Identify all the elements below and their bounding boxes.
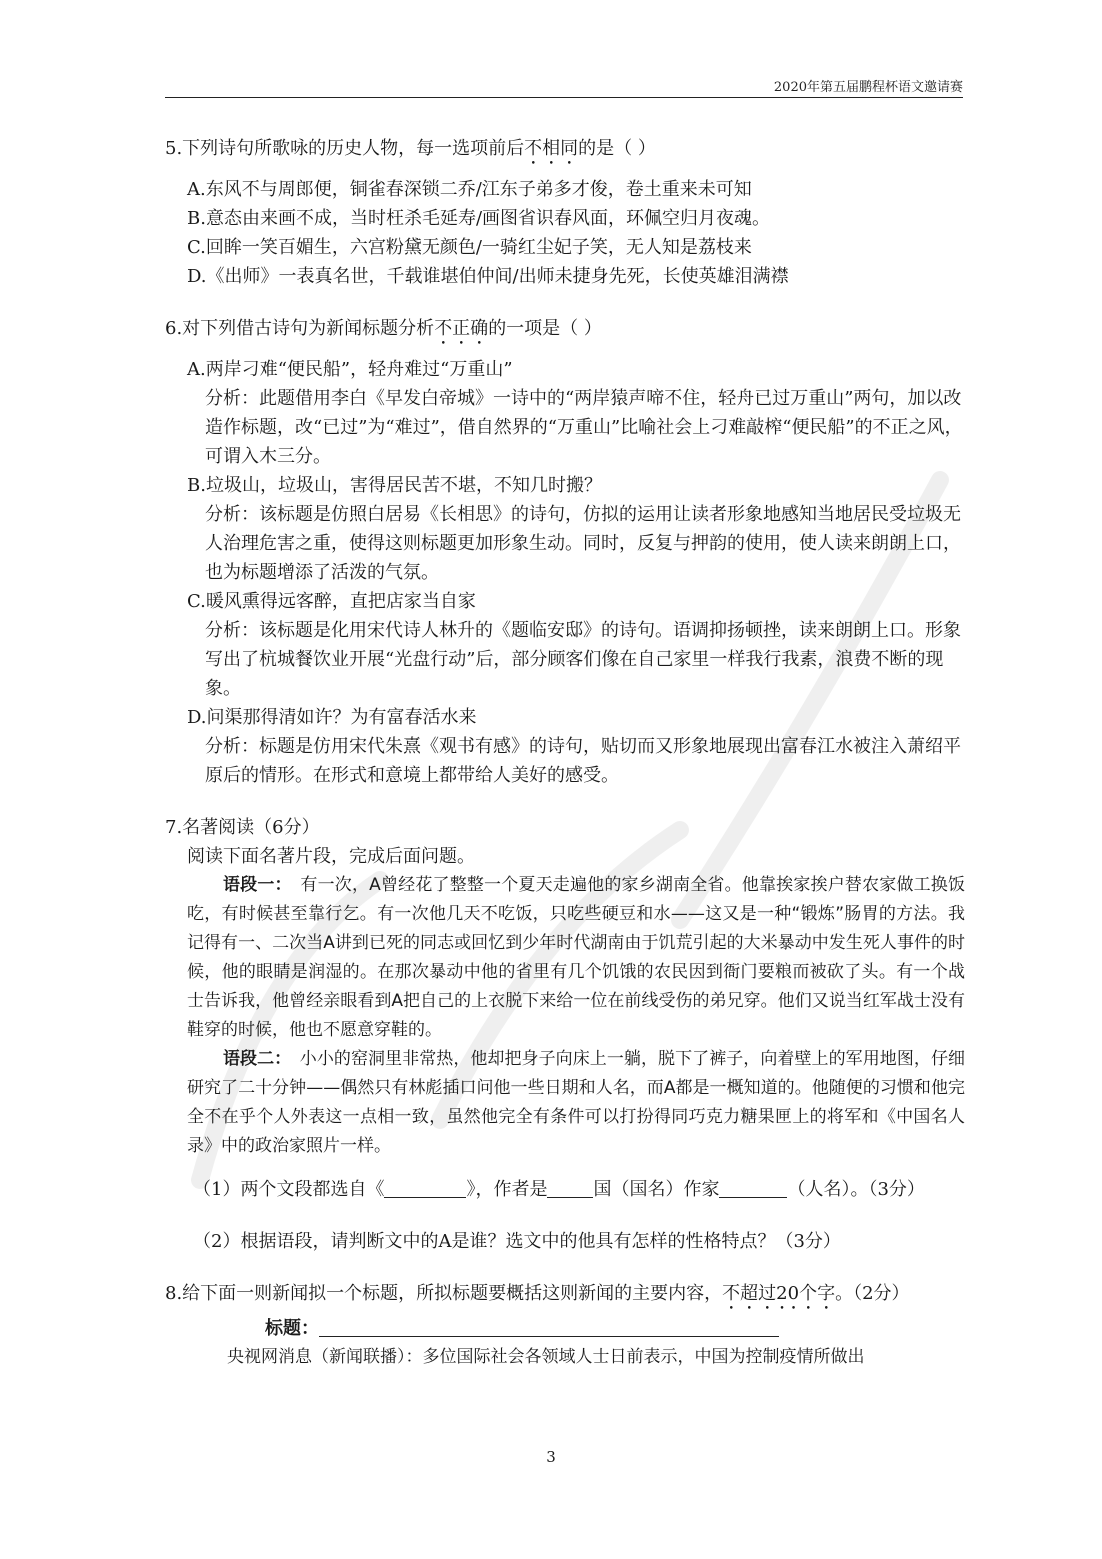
question-6-analysis-b: 分析：该标题是仿照白居易《长相思》的诗句，仿拟的运用让读者形象地感知当地居民受垃圾无人治理危害之重，使得这则标题更加形象生动。同时，反复与押韵的使用，使人读来朗朗上口，也为标题增添了活泼的气氛。 (205, 504, 961, 583)
headline-line: 标题： (265, 1314, 965, 1343)
book-title-blank[interactable] (384, 1179, 466, 1198)
question-5-stem: 5.下列诗句所歌咏的历史人物，每一选项前后不相同的是（ ） (165, 138, 656, 159)
page-number: 3 (546, 1448, 556, 1466)
news-text: 央视网消息（新闻联播）：多位国际社会各领域人士日前表示，中国为控制疫情所做出 (227, 1347, 865, 1367)
question-6-option-c: C.暖风熏得远客醉，直把店家当自家 (187, 591, 476, 612)
question-6-option-b: B.垃圾山，垃圾山，害得居民苦不堪，不知几时搬？ (187, 475, 602, 496)
question-5-option-c: C.回眸一笑百媚生，六宫粉黛无颜色/一骑红尘妃子笑，无人知是荔枝来 (187, 237, 752, 258)
page-header: 2020年第五届鹏程杯语文邀请赛 (773, 80, 963, 95)
question-5-option-b: B.意态由来画不成，当时枉杀毛延寿/画图省识春风面，环佩空归月夜魂。 (187, 208, 771, 229)
passage-1-label: 语段一： (223, 875, 284, 895)
question-8-stem: 8.给下面一则新闻拟一个标题，所拟标题要概括这则新闻的主要内容，不超过20个字。（2分） (165, 1283, 910, 1304)
country-blank[interactable] (547, 1179, 593, 1198)
question-5-option-d: D.《出师》一表真名世，千载谁堪伯仲间/出师未捷身先死，长使英雄泪满襟 (187, 266, 789, 287)
question-7-intro: 阅读下面名著片段，完成后面问题。 (187, 846, 475, 867)
header-rule (165, 97, 963, 98)
passage-2-label: 语段二： (223, 1049, 283, 1069)
question-6-option-d: D.问渠那得清如许？为有富春活水来 (187, 707, 477, 728)
question-5-option-a: A.东风不与周郎便，铜雀春深锁二乔/江东子弟多才俊，卷土重来未可知 (187, 179, 752, 200)
question-6-analysis-c: 分析：该标题是化用宋代诗人林升的《题临安邸》的诗句。语调抑扬顿挫，读来朗朗上口。形象写出了杭城餐饮业开展“光盘行动”后，部分顾客们像在自己家里一样我行我素，浪费不断的现象。 (205, 620, 961, 699)
question-6-analysis-d: 分析：标题是仿用宋代朱熹《观书有感》的诗句，贴切而又形象地展现出富春江水被注入萧绍平原后的情形。在形式和意境上都带给人美好的感受。 (205, 736, 961, 786)
question-7-stem: 7.名著阅读（6分） (165, 817, 320, 838)
author-blank[interactable] (719, 1179, 787, 1198)
passage-1: 语段一： 有一次，A曾经花了整整一个夏天走遍他的家乡湖南全省。他靠挨家挨户替农家做工换饭吃，有时候甚至靠行乞。有一次他几天不吃饭，只吃些硬豆和水——这又是一种“锻炼”肠胃的方法。我记得有一、二次当A讲到已死的同志或回忆到少年时代湖南由于饥荒引起的大米暴动中发生死人事件的时候，他的眼睛是润湿的。在那次暴动中他的省里有几个饥饿的农民因到衙门要粮而被砍了头。有一个战士告诉我，他曾经亲眼看到A把自己的上衣脱下来给一位在前线受伤的弟兄穿。他们又说当红军战士没有鞋穿的时候，他也不愿意穿鞋的。 (187, 875, 965, 1040)
question-7-sub-2: （2）根据语段，请判断文中的A是谁？选文中的他具有怎样的性格特点？（3分） (193, 1231, 841, 1252)
question-6-analysis-a: 分析：此题借用李白《早发白帝城》一诗中的“两岸猿声啼不住，轻舟已过万重山”两句，加以改造作标题，改“已过”为“难过”，借自然界的“万重山”比喻社会上刁难敲榨“便民船”的不正之风，可谓入木三分。 (205, 388, 963, 467)
page-content (165, 134, 965, 1372)
question-7-sub-1: （1）两个文段都选自《 》，作者是 国（国名）作家 （人名）。（3分） (193, 1179, 925, 1200)
question-6-option-a: A.两岸刁难“便民船”，轻舟难过“万重山” (187, 359, 513, 380)
question-6-stem: 6.对下列借古诗句为新闻标题分析不正确的一项是（ ） (165, 318, 602, 339)
passage-2: 语段二： 小小的窑洞里非常热，他却把身子向床上一躺，脱下了裤子，向着壁上的军用地图，仔细研究了二十分钟——偶然只有林彪插口问他一些日期和人名，而A都是一概知道的。他随便的习惯和他完全不在乎个人外表这一点相一致，虽然他完全有条件可以打扮得同巧克力糖果匣上的将军和《中国名人录》中的政治家照片一样。 (187, 1049, 966, 1156)
headline-blank[interactable] (319, 1318, 779, 1337)
